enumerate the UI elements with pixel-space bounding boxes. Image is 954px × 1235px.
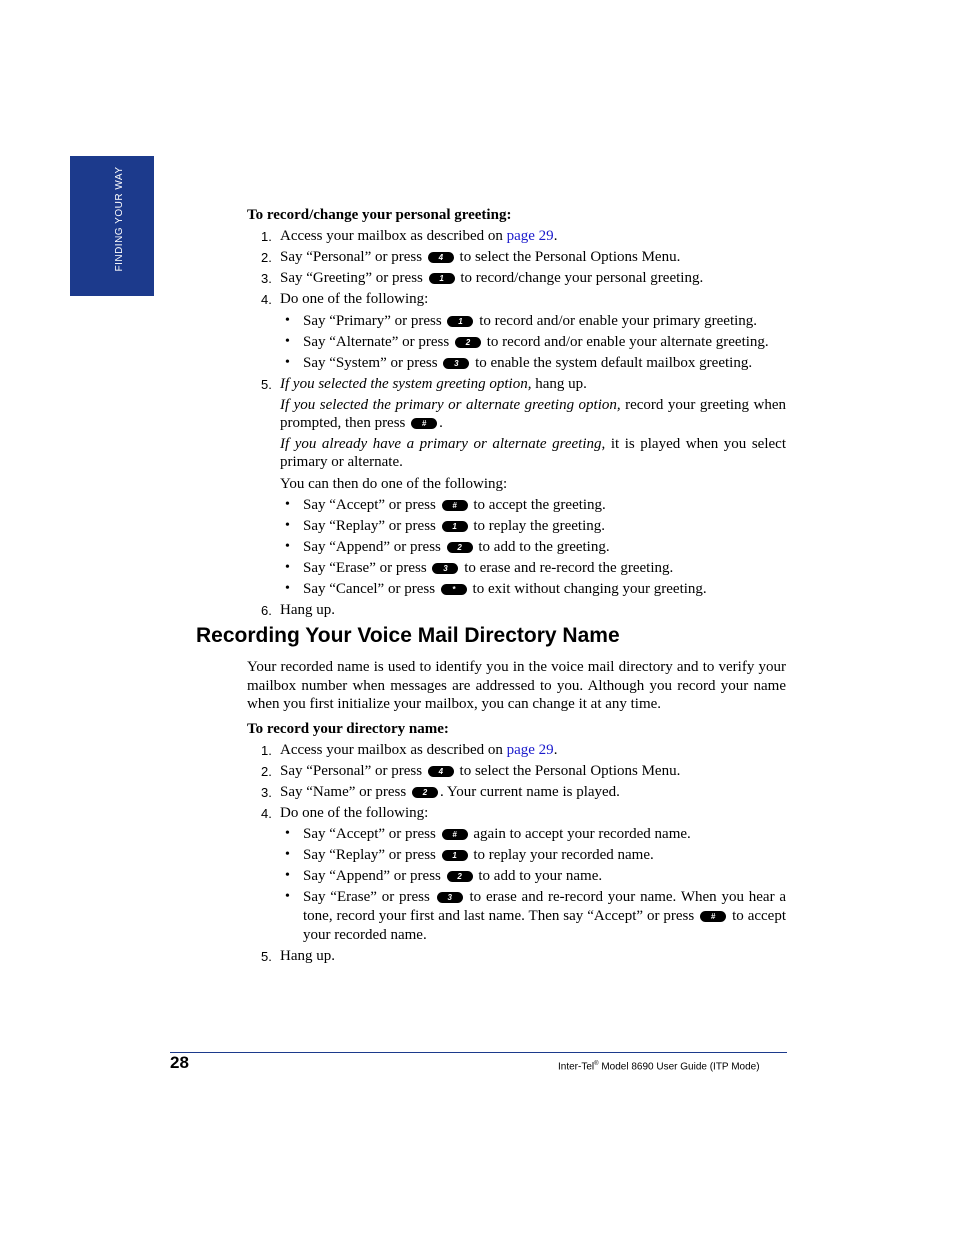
bullet: • — [285, 868, 290, 883]
key-1-icon: 1 — [429, 273, 455, 284]
key-pound-icon: # — [442, 500, 468, 511]
section-heading: Recording Your Voice Mail Directory Name — [196, 624, 620, 647]
bullet: • — [285, 581, 290, 596]
option-erase-name: Say “Erase” or press 3 to erase and re-record your name. When you hear a tone, record your first and last name. Then say “Accept” or press # to accept your recorded name. — [303, 889, 787, 943]
step-choose: Do one of the following: — [280, 805, 429, 821]
key-3-icon: 3 — [432, 563, 458, 574]
option-accept-name: Say “Accept” or press # again to accept your recorded name. — [303, 826, 691, 842]
key-pound-icon: # — [700, 911, 726, 922]
key-pound-icon: # — [442, 829, 468, 840]
key-2-icon: 2 — [455, 337, 481, 348]
step-number: 1. — [261, 743, 272, 758]
key-star-icon: * — [441, 584, 467, 595]
step-hang-up: Hang up. — [280, 602, 335, 618]
key-1-icon: 1 — [442, 521, 468, 532]
side-tab — [70, 156, 154, 296]
step-personal: Say “Personal” or press 4 to select the Personal Options Menu. — [280, 249, 681, 265]
option-accept: Say “Accept” or press # to accept the greeting. — [303, 497, 606, 513]
step-number: 6. — [261, 603, 272, 618]
step-access-mailbox: Access your mailbox as described on page 29. — [280, 228, 558, 244]
option-replay: Say “Replay” or press 1 to replay the greeting. — [303, 518, 606, 534]
step-hang-up-system: If you selected the system greeting option, hang up. — [280, 376, 587, 392]
bullet: • — [285, 847, 290, 862]
key-3-icon: 3 — [443, 358, 469, 369]
key-2-icon: 2 — [447, 542, 473, 553]
option-cancel: Say “Cancel” or press * to exit without changing your greeting. — [303, 581, 707, 597]
option-primary: Say “Primary” or press 1 to record and/or enable your primary greeting. — [303, 313, 758, 329]
step-greeting: Say “Greeting” or press 1 to record/change your personal greeting. — [280, 270, 704, 286]
key-2-icon: 2 — [412, 787, 438, 798]
procedure-title-greeting: To record/change your personal greeting: — [247, 207, 512, 223]
paragraph-existing-greeting: If you already have a primary or alternate greeting, it is played when you select primary or alternate. — [280, 436, 786, 470]
key-1-icon: 1 — [447, 316, 473, 327]
key-pound-icon: # — [411, 418, 437, 429]
page-link[interactable]: page 29 — [506, 742, 554, 758]
bullet: • — [285, 313, 290, 328]
option-erase: Say “Erase” or press 3 to erase and re-record the greeting. — [303, 560, 674, 576]
footer-rule — [170, 1052, 787, 1053]
procedure-title-directory: To record your directory name: — [247, 721, 449, 737]
page-link[interactable]: page 29 — [506, 228, 554, 244]
option-alternate: Say “Alternate” or press 2 to record and/or enable your alternate greeting. — [303, 334, 769, 350]
key-1-icon: 1 — [442, 850, 468, 861]
step-number: 2. — [261, 250, 272, 265]
side-tab-label: FINDING YOUR WAY — [114, 166, 125, 272]
key-4-icon: 4 — [428, 252, 454, 263]
step-number: 5. — [261, 377, 272, 392]
footer-title: Inter-Tel® Model 8690 User Guide (ITP Mode) — [558, 1061, 760, 1073]
bullet: • — [285, 497, 290, 512]
page-number: 28 — [170, 1053, 189, 1072]
option-append: Say “Append” or press 2 to add to the greeting. — [303, 539, 610, 555]
key-2-icon: 2 — [447, 871, 473, 882]
intro-paragraph: Your recorded name is used to identify you in the voice mail directory and to verify your mailbox number when messages are addressed to you. Although you record your name when you first initialize your mailbox, you can change it at any time. — [247, 659, 786, 712]
step-number: 3. — [261, 785, 272, 800]
step-number: 4. — [261, 806, 272, 821]
step-access-mailbox: Access your mailbox as described on page 29. — [280, 742, 558, 758]
step-number: 2. — [261, 764, 272, 779]
step-number: 3. — [261, 271, 272, 286]
option-replay-name: Say “Replay” or press 1 to replay your recorded name. — [303, 847, 654, 863]
bullet: • — [285, 355, 290, 370]
key-4-icon: 4 — [428, 766, 454, 777]
paragraph-primary-alternate: If you selected the primary or alternate greeting option, record your greeting when prompted, then press # . — [280, 397, 787, 431]
option-append-name: Say “Append” or press 2 to add to your name. — [303, 868, 603, 884]
paragraph-then: You can then do one of the following: — [280, 476, 508, 492]
bullet: • — [285, 334, 290, 349]
step-hang-up: Hang up. — [280, 948, 335, 964]
step-number: 4. — [261, 292, 272, 307]
option-system: Say “System” or press 3 to enable the system default mailbox greeting. — [303, 355, 753, 371]
step-personal: Say “Personal” or press 4 to select the Personal Options Menu. — [280, 763, 681, 779]
step-choose: Do one of the following: — [280, 291, 429, 307]
step-name: Say “Name” or press 2 . Your current name is played. — [280, 784, 620, 800]
step-number: 5. — [261, 949, 272, 964]
bullet: • — [285, 826, 290, 841]
bullet: • — [285, 889, 290, 904]
bullet: • — [285, 518, 290, 533]
bullet: • — [285, 539, 290, 554]
step-number: 1. — [261, 229, 272, 244]
key-3-icon: 3 — [437, 892, 463, 903]
bullet: • — [285, 560, 290, 575]
